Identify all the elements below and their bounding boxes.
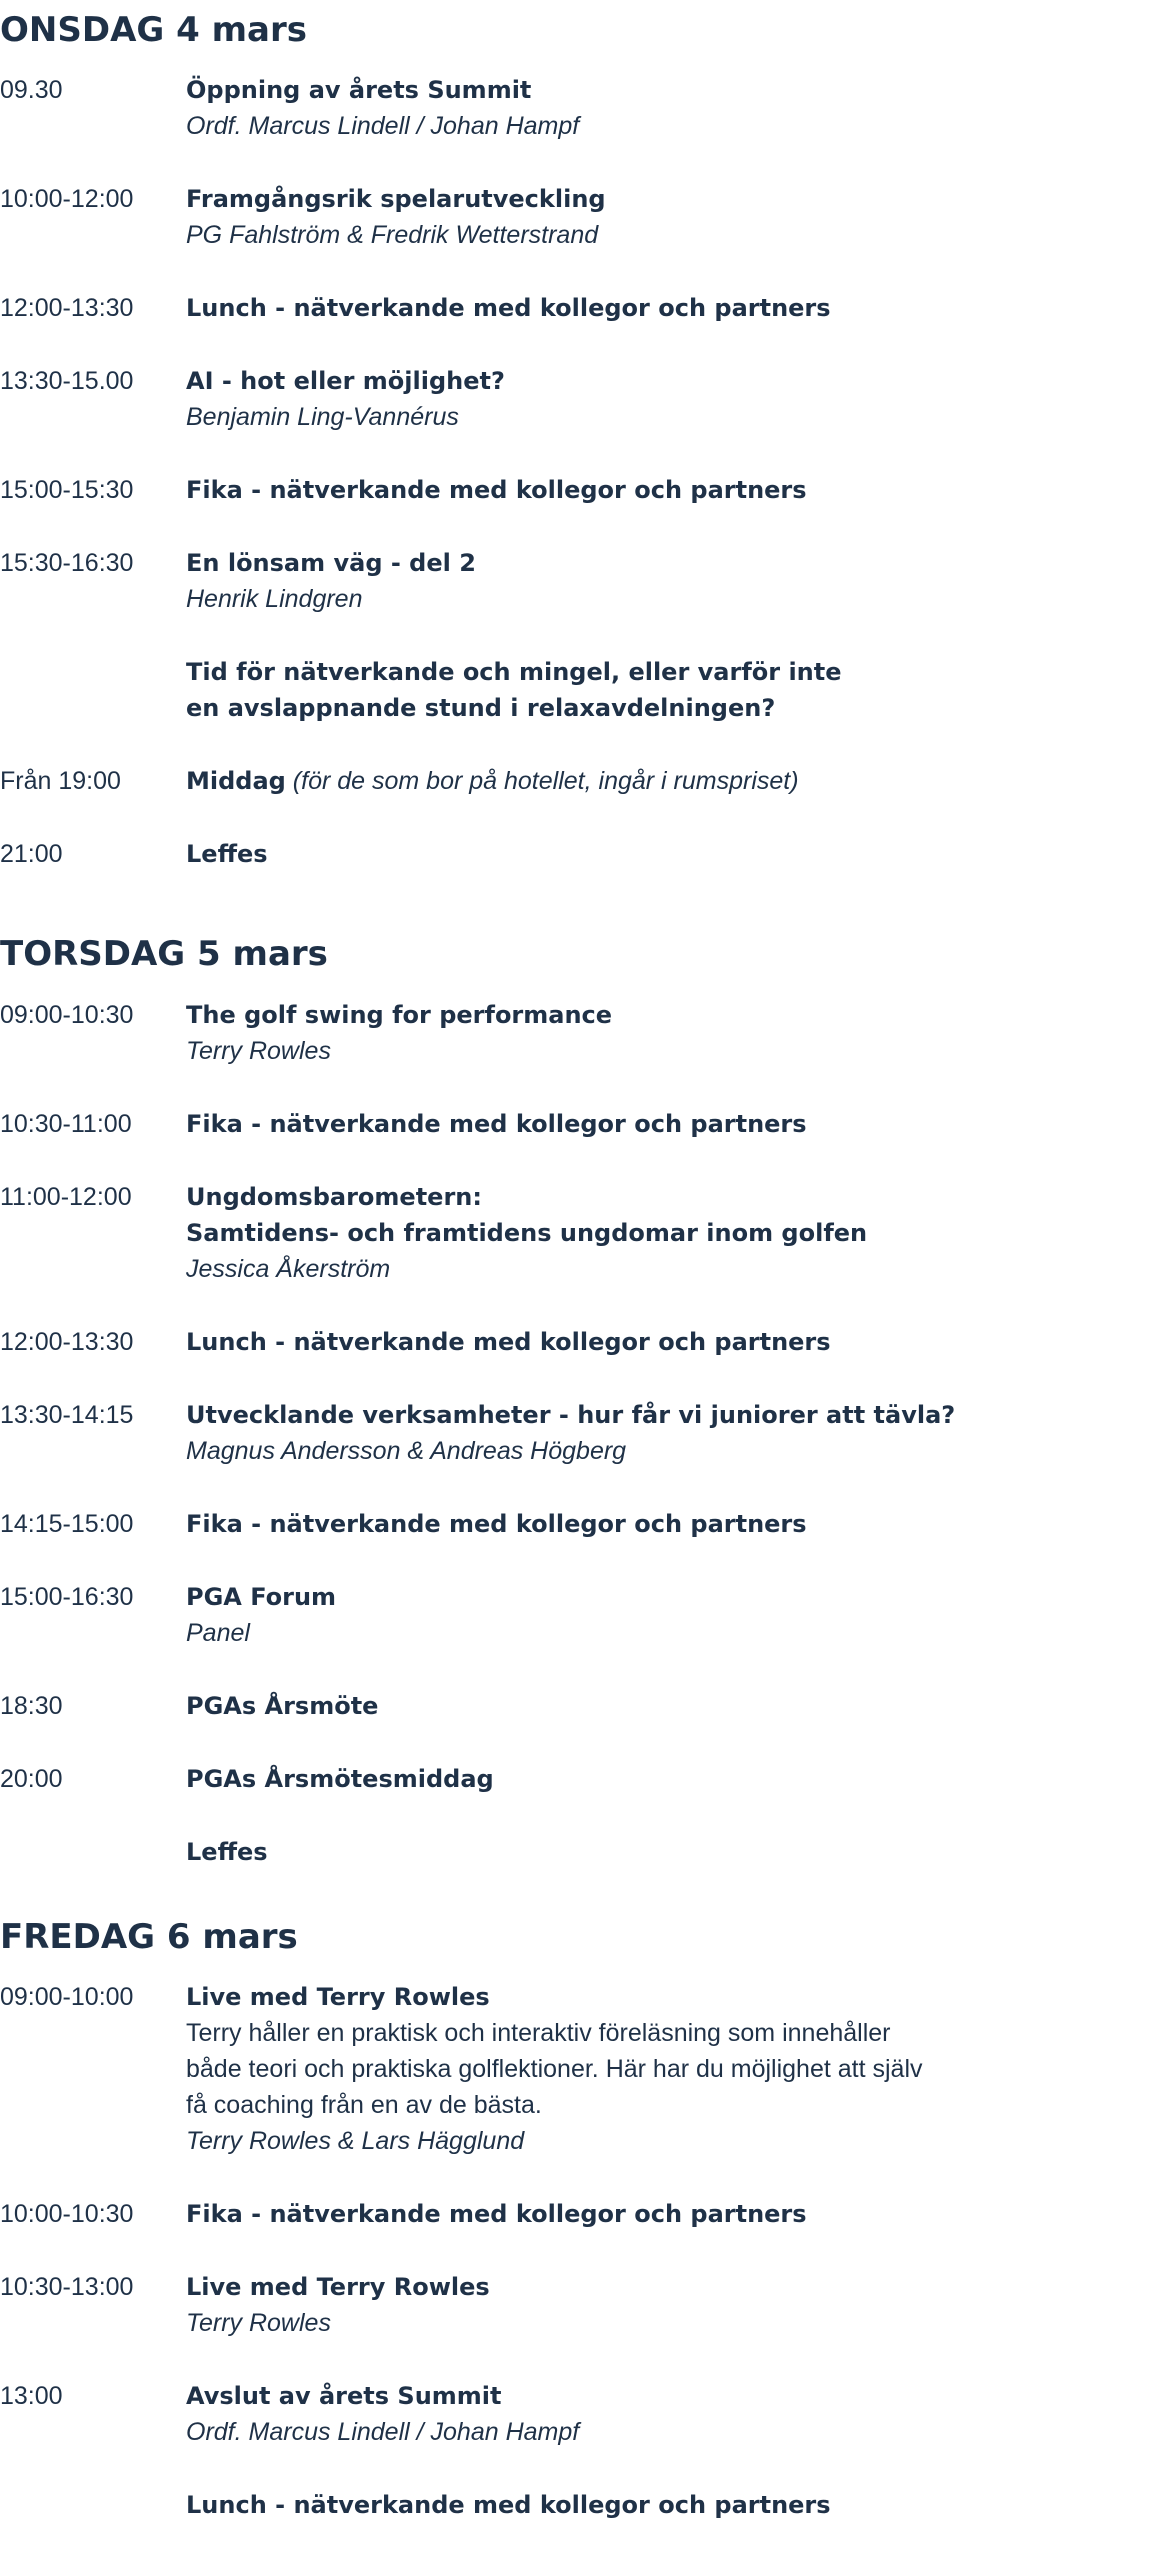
slot-time: 12:00-13:30 xyxy=(0,294,134,322)
slot-title: AI - hot eller möjlighet? xyxy=(186,367,505,395)
slot-description-line: Terry håller en praktisk och interaktiv föreläsning som innehåller xyxy=(186,2019,891,2047)
day-heading: TORSDAG 5 mars xyxy=(0,934,328,974)
slot-time: 15:00-15:30 xyxy=(0,476,134,504)
slot-time: 15:00-16:30 xyxy=(0,1583,134,1611)
slot-title: Live med Terry Rowles xyxy=(186,1983,490,2011)
slot-title-continued: Samtidens- och framtidens ungdomar inom golfen xyxy=(186,1219,868,1247)
slot-title: Middag xyxy=(186,767,286,795)
slot-speaker: Henrik Lindgren xyxy=(186,585,363,613)
slot-title: Tid för nätverkande och mingel, eller varför inte xyxy=(186,658,842,686)
slot-time: 14:15-15:00 xyxy=(0,1510,134,1538)
slot-time: Från 19:00 xyxy=(0,767,121,795)
slot-title: PGAs Årsmötesmiddag xyxy=(186,1765,494,1793)
slot-time: 13:00 xyxy=(0,2382,63,2410)
slot-title: Fika - nätverkande med kollegor och partners xyxy=(186,476,807,504)
slot-time: 20:00 xyxy=(0,1765,63,1793)
slot-time: 10:30-13:00 xyxy=(0,2273,134,2301)
slot-description-line: få coaching från en av de bästa. xyxy=(186,2091,542,2119)
slot-title: Lunch - nätverkande med kollegor och partners xyxy=(186,294,831,322)
slot-time: 10:00-10:30 xyxy=(0,2200,134,2228)
slot-title: Öppning av årets Summit xyxy=(186,76,532,104)
slot-time: 09.30 xyxy=(0,76,63,104)
slot-title: Avslut av årets Summit xyxy=(186,2382,502,2410)
slot-speaker: Panel xyxy=(186,1619,250,1647)
slot-description-line: både teori och praktiska golflektioner. Här har du möjlighet att själv xyxy=(186,2055,923,2083)
slot-time: 13:30-15.00 xyxy=(0,367,134,395)
slot-title: Lunch - nätverkande med kollegor och partners xyxy=(186,1328,831,1356)
slot-time: 15:30-16:30 xyxy=(0,549,134,577)
slot-title: The golf swing for performance xyxy=(186,1001,613,1029)
slot-speaker: Terry Rowles & Lars Hägglund xyxy=(186,2127,525,2155)
slot-time: 11:00-12:00 xyxy=(0,1183,132,1211)
slot-speaker: Magnus Andersson & Andreas Högberg xyxy=(186,1437,627,1465)
slot-title: Live med Terry Rowles xyxy=(186,2273,490,2301)
slot-speaker: Ordf. Marcus Lindell / Johan Hampf xyxy=(186,2418,580,2446)
slot-title: PGA Forum xyxy=(186,1583,337,1611)
slot-title: Fika - nätverkande med kollegor och partners xyxy=(186,2200,807,2228)
slot-title: Lunch - nätverkande med kollegor och partners xyxy=(186,2491,831,2519)
slot-time: 09:00-10:00 xyxy=(0,1983,134,2011)
day-heading: FREDAG 6 mars xyxy=(0,1917,298,1957)
slot-time: 10:00-12:00 xyxy=(0,185,134,213)
slot-speaker: Jessica Åkerström xyxy=(186,1255,391,1283)
slot-speaker: Ordf. Marcus Lindell / Johan Hampf xyxy=(186,112,580,140)
slot-title: Leffes xyxy=(186,1838,268,1866)
day-heading: ONSDAG 4 mars xyxy=(0,10,307,50)
slot-speaker: Benjamin Ling-Vannérus xyxy=(186,403,459,431)
slot-note: (för de som bor på hotellet, ingår i rumspriset) xyxy=(292,767,799,795)
slot-title: Framgångsrik spelarutveckling xyxy=(186,185,606,213)
slot-time: 09:00-10:30 xyxy=(0,1001,134,1029)
slot-title-continued: en avslappnande stund i relaxavdelningen? xyxy=(186,694,776,722)
slot-speaker: Terry Rowles xyxy=(186,1037,331,1065)
slot-time: 12:00-13:30 xyxy=(0,1328,134,1356)
slot-title: En lönsam väg - del 2 xyxy=(186,549,476,577)
slot-title: Utvecklande verksamheter - hur får vi juniorer att tävla? xyxy=(186,1401,956,1429)
slot-time: 21:00 xyxy=(0,840,63,868)
slot-title: PGAs Årsmöte xyxy=(186,1692,379,1720)
slot-time: 18:30 xyxy=(0,1692,63,1720)
slot-time: 13:30-14:15 xyxy=(0,1401,134,1429)
slot-speaker: PG Fahlström & Fredrik Wetterstrand xyxy=(186,221,599,249)
slot-speaker: Terry Rowles xyxy=(186,2309,331,2337)
slot-time: 10:30-11:00 xyxy=(0,1110,132,1138)
slot-title: Leffes xyxy=(186,840,268,868)
slot-title: Fika - nätverkande med kollegor och partners xyxy=(186,1110,807,1138)
slot-title: Ungdomsbarometern: xyxy=(186,1183,482,1211)
slot-title: Fika - nätverkande med kollegor och partners xyxy=(186,1510,807,1538)
